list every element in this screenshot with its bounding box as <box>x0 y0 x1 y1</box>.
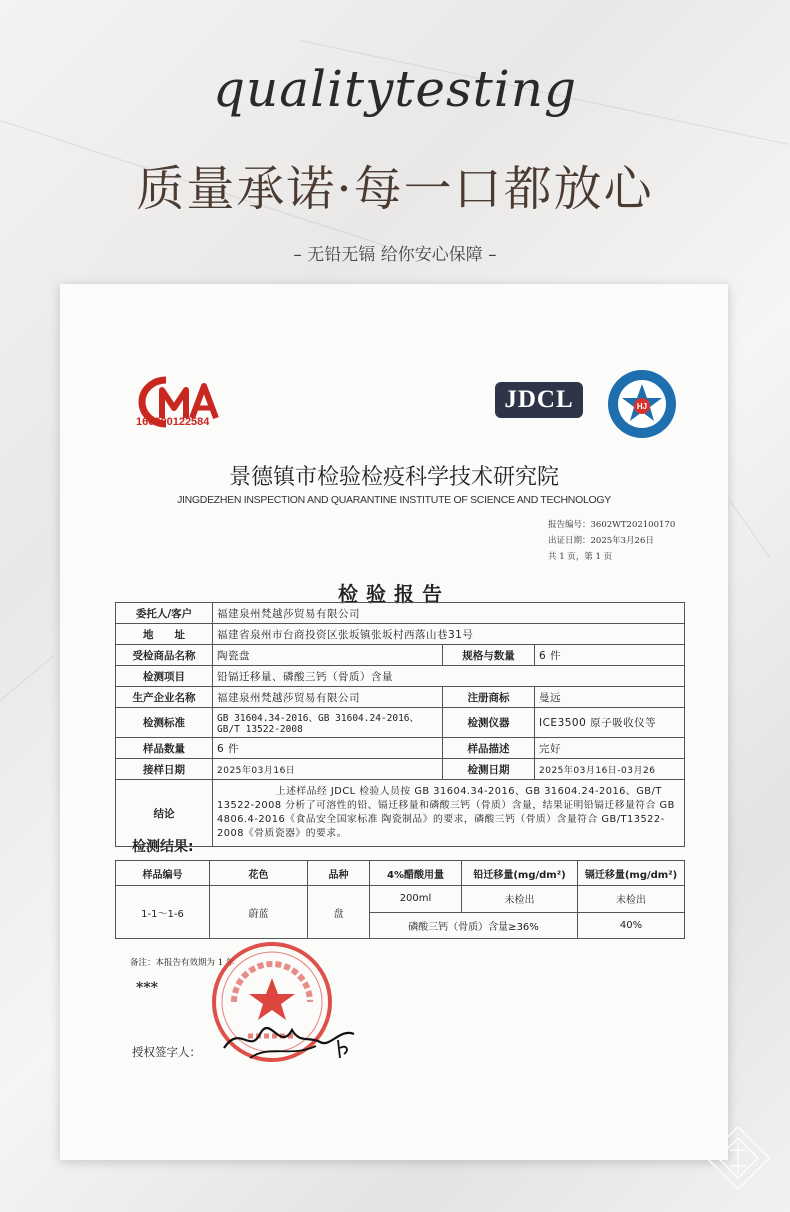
col-header-cadmium: 镉迁移量(mg/dm²) <box>578 861 685 886</box>
standard-label: 检测标准 <box>116 708 213 738</box>
script-title: qualitytesting <box>213 60 577 118</box>
cadmium-cell: 未检出 <box>578 886 685 913</box>
subline: – 无铅无镉 给你安心保障 – <box>293 245 497 265</box>
trademark-value: 曼远 <box>535 687 685 708</box>
table-row <box>116 861 685 886</box>
instrument-value: ICE3500 原子吸收仪等 <box>535 708 685 738</box>
trademark-label: 注册商标 <box>443 687 535 708</box>
certificate-paper <box>60 284 728 1160</box>
issue-date-value: 2025年3月26日 <box>590 536 654 546</box>
report-number-label: 报告编号： <box>548 520 591 530</box>
product-value: 陶瓷盘 <box>213 645 443 666</box>
table-row <box>116 886 685 913</box>
address-value: 福建省泉州市台商投资区张坂镇张坂村西落山巷31号 <box>213 624 685 645</box>
test-date-label: 检测日期 <box>443 759 535 780</box>
masked-stars: *** <box>136 980 158 996</box>
hj-logo-text: HJ <box>636 402 648 411</box>
col-header-variety: 品种 <box>308 861 370 886</box>
acid-cell: 200ml <box>370 886 462 913</box>
institute-name-cn: 景德镇市检验检疫科学技术研究院 <box>228 465 559 490</box>
variety-cell: 盘 <box>308 886 370 939</box>
issue-date-label: 出证日期： <box>548 536 591 546</box>
maker-value: 福建泉州梵越莎贸易有限公司 <box>213 687 443 708</box>
desc-label: 样品描述 <box>443 738 535 759</box>
institute-name-en: JINGDEZHEN INSPECTION AND QUARANTINE INSTITUTE OF SCIENCE AND TECHNOLOGY <box>177 494 611 506</box>
col-header-sample-no: 样品编号 <box>116 861 210 886</box>
results-title: 检测结果: <box>132 839 194 855</box>
table-row <box>116 603 685 624</box>
qty-label: 样品数量 <box>116 738 213 759</box>
instrument-label: 检测仪器 <box>443 708 535 738</box>
col-header-acid: 4%醋酸用量 <box>370 861 462 886</box>
calcium-value-cell: 40% <box>578 912 685 939</box>
brand-watermark-icon <box>698 1120 778 1196</box>
table-row <box>116 645 685 666</box>
items-value: 铅镉迁移量、磷酸三钙（骨质）含量 <box>213 666 685 687</box>
sample-no-cell: 1-1～1-6 <box>116 886 210 939</box>
report-title: 检验报告 <box>338 582 450 606</box>
jdcl-logo: JDCL <box>495 382 583 418</box>
qty-value: 6 件 <box>213 738 443 759</box>
maker-label: 生产企业名称 <box>116 687 213 708</box>
lead-cell: 未检出 <box>462 886 578 913</box>
info-table <box>115 602 685 847</box>
validity-note: 备注：本报告有效期为 1 年 <box>130 958 235 968</box>
results-table <box>115 860 685 939</box>
calcium-label-cell: 磷酸三钙（骨质）含量≥36% <box>370 912 578 939</box>
spec-value: 6 件 <box>535 645 685 666</box>
page-count: 共 1 页，第 1 页 <box>548 552 613 562</box>
test-date-value: 2025年03月16日-03月26 <box>535 759 685 780</box>
client-label: 委托人/客户 <box>116 603 213 624</box>
receive-value: 2025年03月16日 <box>213 759 443 780</box>
pattern-cell: 蔚蓝 <box>210 886 308 939</box>
table-row <box>116 708 685 738</box>
handwritten-signature <box>220 1014 360 1062</box>
conclusion-label: 结论 <box>116 780 213 847</box>
headline: 质量承诺·每一口都放心 <box>136 161 654 217</box>
table-row <box>116 687 685 708</box>
table-row <box>116 624 685 645</box>
spec-label: 规格与数量 <box>443 645 535 666</box>
items-label: 检测项目 <box>116 666 213 687</box>
table-row <box>116 666 685 687</box>
product-label: 受检商品名称 <box>116 645 213 666</box>
table-row <box>116 738 685 759</box>
marble-vein <box>729 500 770 558</box>
standard-value: GB 31604.34-2016、GB 31604.24-2016、GB/T 13522-2008 <box>213 708 443 738</box>
report-number-value: 3602WT202100170 <box>590 520 676 530</box>
address-label: 地 址 <box>116 624 213 645</box>
receive-label: 接样日期 <box>116 759 213 780</box>
issue-date <box>548 534 654 546</box>
signer-label: 授权签字人： <box>132 1045 201 1059</box>
desc-value: 完好 <box>535 738 685 759</box>
report-number <box>548 518 675 530</box>
marble-vein <box>0 655 54 701</box>
client-value: 福建泉州梵越莎贸易有限公司 <box>213 603 685 624</box>
hj-ceramic-logo <box>606 368 678 440</box>
table-row <box>116 780 685 847</box>
cma-number: 160000122584 <box>136 416 210 428</box>
col-header-lead: 铅迁移量(mg/dm²) <box>462 861 578 886</box>
col-header-pattern: 花色 <box>210 861 308 886</box>
table-row <box>116 759 685 780</box>
conclusion-value: 上述样品经 JDCL 检验人员按 GB 31604.34-2016、GB 31604.24-2016、GB/T 13522-2008 分析了可溶性的铅、镉迁移量和磷酸三钙（骨质）含量，结果证明铅镉迁移量符合 GB 4806.4-2016《食品安全国家标准 陶瓷制品》的要求，磷酸三钙（骨质）含量符合 GB/T13522-2008《骨质瓷器》的要求。 <box>213 780 685 847</box>
